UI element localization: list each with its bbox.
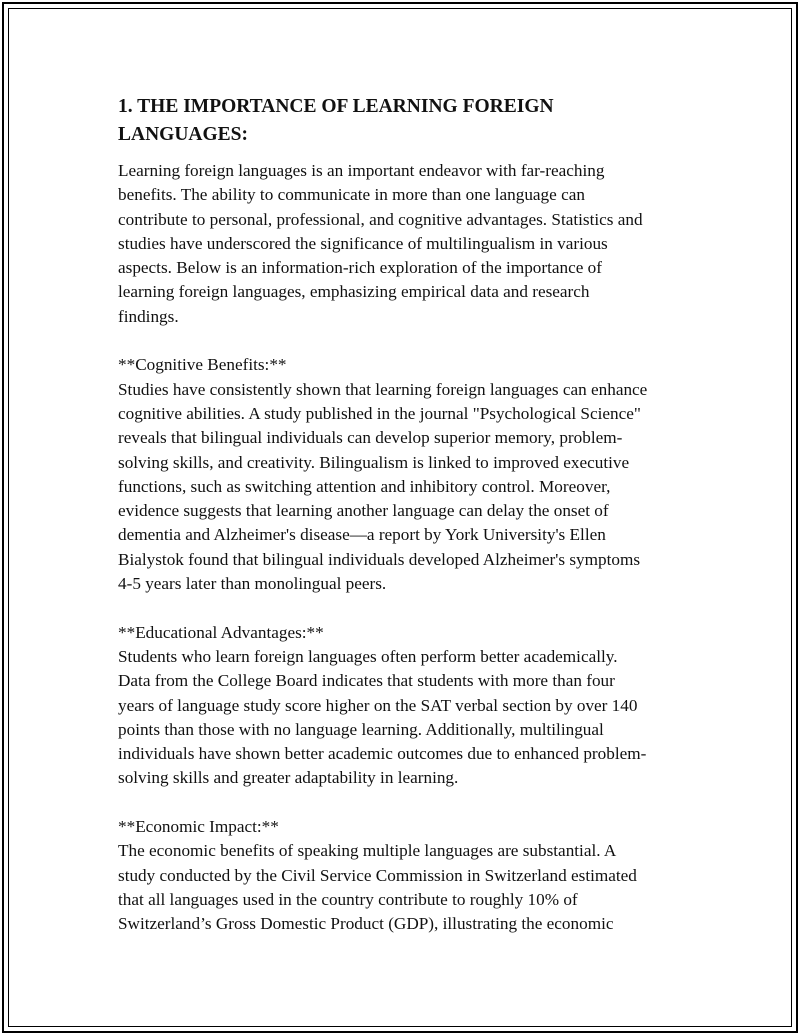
educational-advantages-paragraph: Students who learn foreign languages often perform better academically. Data from the College Board indicates that students with more than four years of language study score higher on the SAT verbal section by over 140 points than those with no language learning. Additionally, multilingual individuals have shown better academic outcomes due to enhanced problem- solving skills and greater adaptability in learning.	[118, 646, 647, 788]
paragraph-spacer	[118, 791, 693, 815]
document-body	[118, 93, 693, 937]
cognitive-benefits-paragraph: Studies have consistently shown that learning foreign languages can enhance cognitive abilities. A study published in the journal "Psychological Science" reveals that bilingual individuals can develop superior memory, problem- solving skills, and creativity. Bilingualism is linked to improved executive functions, such as switching attention and inhibitory control. Moreover, evidence suggests that learning another language can delay the onset of dementia and Alzheimer's disease—a report by York University's Ellen Bialystok found that bilingual individuals developed Alzheimer's symptoms 4-5 years later than monolingual peers.	[118, 379, 648, 594]
intro-paragraph: Learning foreign languages is an important endeavor with far-reaching benefits. The ability to communicate in more than one language can contribute to personal, professional, and cognitive advantages. Statistics and studies have underscored the significance of multilingualism in various aspects. Below is an information-rich exploration of the importance of learning foreign languages, emphasizing empirical data and research findings.	[118, 161, 643, 326]
paragraph-spacer	[118, 329, 693, 353]
section-heading: 1. THE IMPORTANCE OF LEARNING FOREIGN LANGUAGES:	[118, 96, 554, 145]
economic-impact-paragraph: The economic benefits of speaking multiple languages are substantial. A study conducted by the Civil Service Commission in Switzerland estimated that all languages used in the country contribute to roughly 10% of Switzerland’s Gross Domestic Product (GDP), illustrating the economic	[118, 841, 637, 934]
educational-advantages-title: **Educational Advantages:**	[118, 622, 324, 642]
cognitive-benefits-title: **Cognitive Benefits:**	[118, 355, 287, 375]
economic-impact-title: **Economic Impact:**	[118, 817, 279, 837]
paragraph-spacer	[118, 596, 693, 620]
